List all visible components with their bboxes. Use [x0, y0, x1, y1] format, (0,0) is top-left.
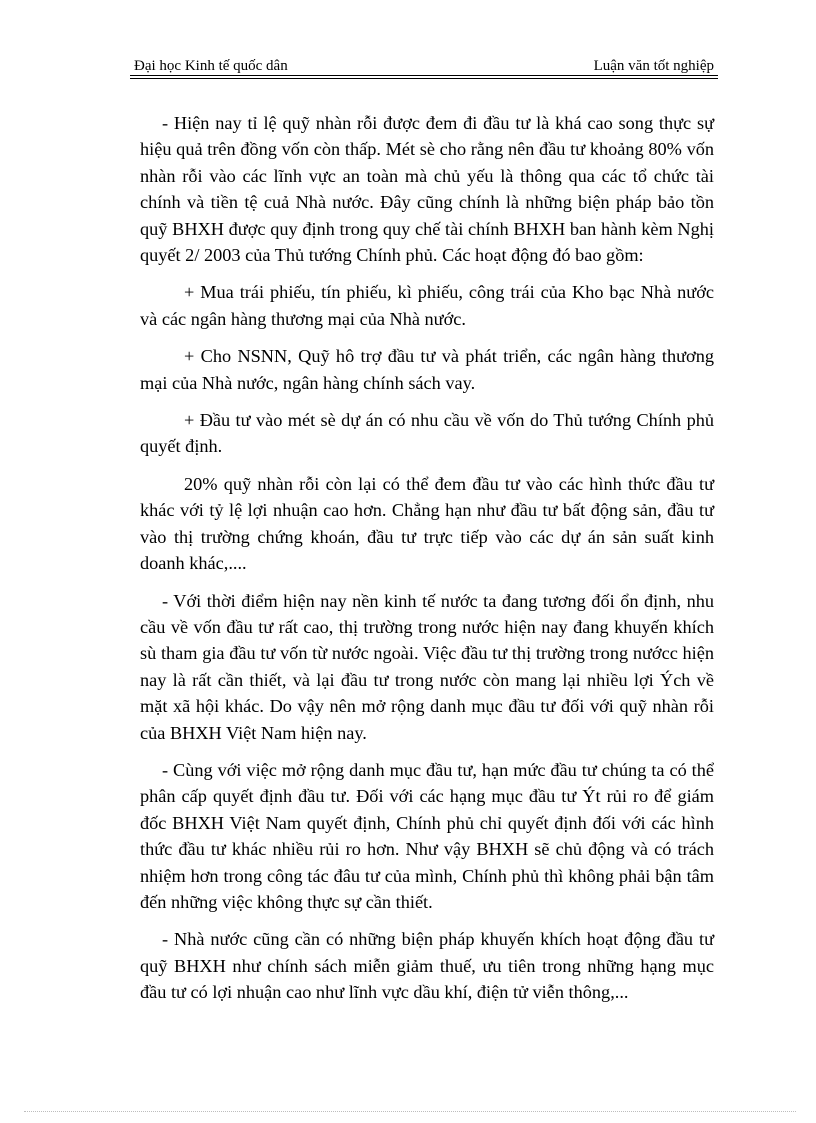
document-body	[140, 110, 714, 1017]
header-rule	[130, 75, 718, 79]
header-right-title: Luận văn tốt nghiệp	[593, 58, 714, 74]
paragraph-7: - Cùng với việc mở rộng danh mục đầu tư, hạn mức đầu tư chúng ta có thể phân cấp quyết định đầu tư. Đối với các hạng mục đầu tư Ýt rủi ro để giám đốc BHXH Việt Nam quyết định, Chính phủ chỉ quyết định đối với các hình thức đầu tư khác nhiều rủi ro hơn. Như vậy BHXH sẽ chủ động và có trách nhiệm hơn trong công tác đâu tư của mình, Chính phủ thì không phải bận tâm đến những việc không thực sự cần thiết.	[140, 759, 714, 912]
paragraph-2: + Mua trái phiếu, tín phiếu, kì phiếu, công trái của Kho bạc Nhà nước và các ngân hàng thương mại của Nhà nước.	[140, 282, 714, 329]
paragraph-1: - Hiện nay tỉ lệ quỹ nhàn rỗi được đem đi đầu tư là khá cao song thực sự hiệu quả trên đồng vốn còn thấp. Mét sè cho rằng nên đầu tư khoảng 80% vốn nhàn rỗi vào các lĩnh vực an toàn mà chủ yếu là thông qua các tổ chức tài chính và tiền tệ cuả Nhà nước. Đây cũng chính là những biện pháp bảo tồn quỹ BHXH được quy định trong quy chế tài chính BHXH ban hành kèm Nghị quyết 2/ 2003 của Thủ tướng Chính phủ. Các hoạt động đó bao gồm:	[140, 113, 714, 266]
page-header	[134, 52, 714, 76]
paragraph-4: + Đầu tư vào mét sè dự án có nhu cầu về vốn do Thủ tướng Chính phủ quyết định.	[140, 410, 714, 457]
bottom-dotted-divider	[24, 1111, 796, 1112]
header-left-title: Đại học Kinh tế quốc dân	[134, 58, 288, 74]
paragraph-8: - Nhà nước cũng cần có những biện pháp khuyến khích hoạt động đầu tư quỹ BHXH như chính sách miễn giảm thuế, ưu tiên trong những hạng mục đầu tư có lợi nhuận cao như lĩnh vực dầu khí, điện tử viễn thông,...	[140, 929, 714, 1003]
paragraph-3: + Cho NSNN, Quỹ hô trợ đầu tư và phát triển, các ngân hàng thương mại của Nhà nước, ngân hàng chính sách vay.	[140, 346, 714, 393]
paragraph-5: 20% quỹ nhàn rỗi còn lại có thể đem đầu tư vào các hình thức đầu tư khác với tỷ lệ lợi nhuận cao hơn. Chẳng hạn như đầu tư bất động sản, đầu tư vào thị trường chứng khoán, đầu tư trực tiếp vào các dự án sản suất kinh doanh khác,....	[140, 473, 714, 574]
paragraph-6: - Với thời điểm hiện nay nền kinh tế nước ta đang tương đối ổn định, nhu cầu về vốn đầu tư rất cao, thị trường trong nước hiện nay đang khuyến khích sù tham gia đầu tư vốn từ nước ngoài. Việc đầu tư thị trường trong nướcc hiện nay là rất cần thiết, và lại đầu tư trong nước còn mang lại nhiều lợi Ých về mặt xã hội khác. Do vậy nên mở rộng danh mục đầu tư đối với quỹ nhàn rỗi của BHXH Việt Nam hiện nay.	[140, 590, 714, 743]
